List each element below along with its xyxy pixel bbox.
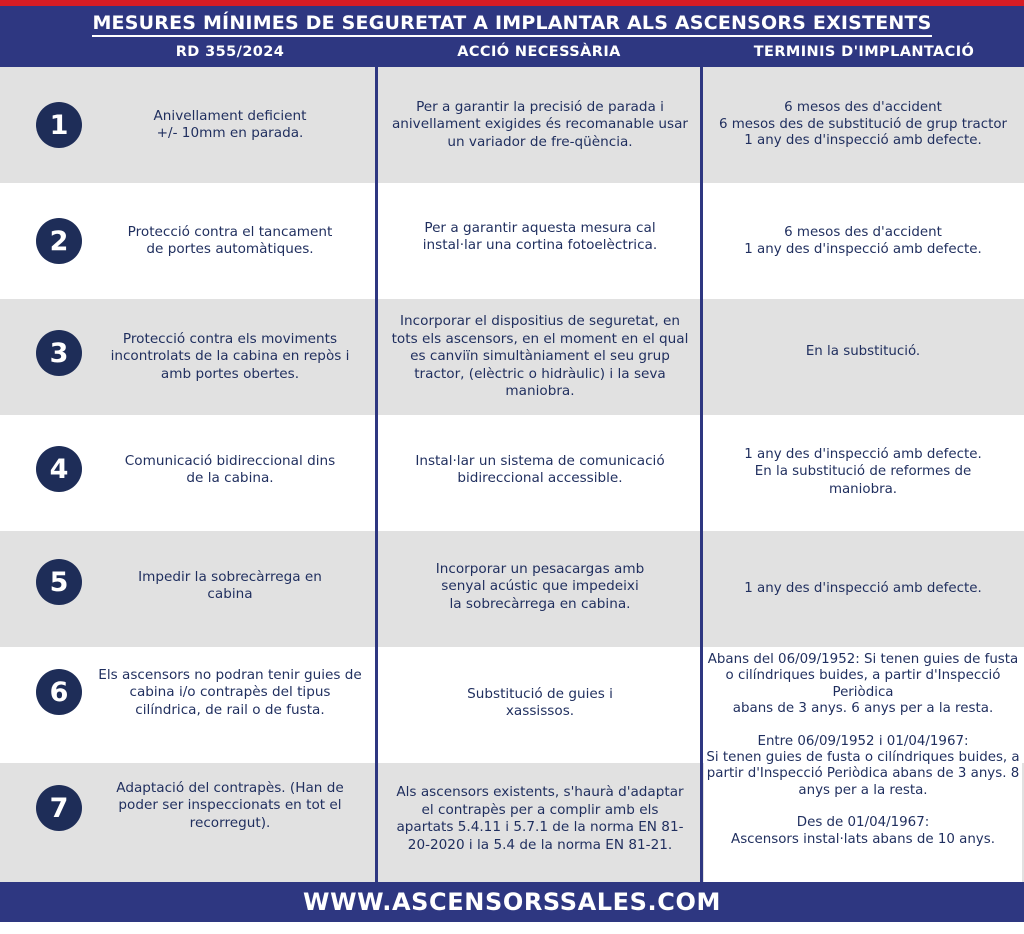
deadline-cell (704, 67, 1022, 183)
row-number-badge: 2 (36, 218, 82, 264)
row-number-badge: 5 (36, 559, 82, 605)
action-text: Per a garantir aquesta mesura cal instal·lar una cortina fotoelèctrica. (422, 219, 658, 253)
action-text: Substitució de guies i xassissos. (467, 685, 613, 719)
column-divider (700, 67, 703, 882)
deadline-cell (704, 183, 1022, 299)
table-row (0, 299, 1024, 415)
measure-cell (96, 299, 364, 415)
measure-cell (96, 183, 364, 299)
column-header-rd: RD 355/2024 (175, 44, 285, 60)
action-text: Als ascensors existents, s'haurà d'adaptar el contrapès per a complir amb els apartats 5.4.11 i 5.7.1 de la norma EN 81-20-2020 i la 5.4 de la norma EN 81-21. (396, 784, 684, 853)
deadline-cell (704, 531, 1022, 647)
action-cell (382, 183, 698, 291)
bottom-margin (0, 922, 1024, 934)
action-cell (382, 67, 698, 183)
header-band (0, 6, 1024, 67)
action-cell (382, 763, 698, 875)
action-cell (382, 531, 698, 643)
deadline-cell (704, 415, 1022, 529)
deadline-text: 6 mesos des d'accident 1 any des d'inspecció amb defecte. (744, 224, 982, 257)
deadline-text: 1 any des d'inspecció amb defecte. (744, 581, 982, 597)
table-row (0, 67, 1024, 183)
action-cell (382, 299, 698, 415)
row-number-badge: 7 (36, 785, 82, 831)
deadline-text: 1 any des d'inspecció amb defecte. En la substitució de reformes de maniobra. (744, 446, 982, 497)
column-divider (375, 67, 378, 882)
deadline-paragraph: Entre 06/09/1952 i 01/04/1967: Si tenen guies de fusta o cilíndriques buides, a partir d'Inspecció Periòdica abans de 3 anys. 8 anys per a la resta. (706, 733, 1020, 798)
measure-text: Protecció contra els moviments incontrolats de la cabina en repòs i amb portes obertes. (110, 330, 350, 382)
measure-cell (96, 531, 364, 641)
action-cell (382, 415, 698, 525)
deadline-cell-combined (704, 648, 1022, 882)
deadline-text: 6 mesos des d'accident 6 mesos des de substitució de grup tractor 1 any des d'inspecció amb defecte. (718, 100, 1008, 149)
action-text: Incorporar el dispositius de seguretat, en tots els ascensors, en el moment en el qual es canviïn simultàniament el seu grup tractor, (elèctric o hidràulic) i la seva maniobra. (391, 313, 689, 400)
measure-text: Anivellament deficient +/- 10mm en parada. (153, 107, 307, 141)
deadline-cell (704, 299, 1022, 405)
page-title: MESURES MÍNIMES DE SEGURETAT A IMPLANTAR ALS ASCENSORS EXISTENTS (0, 12, 1024, 34)
measure-text: Els ascensors no podran tenir guies de cabina i/o contrapès del tipus cilíndrica, de rail o de fusta. (98, 666, 362, 718)
action-text: Per a garantir la precisió de parada i anivellament exigides és recomanable usar un variador de fre-qüència. (391, 98, 689, 150)
deadline-paragraph: Des de 01/04/1967: Ascensors instal·lats abans de 10 anys. (731, 815, 995, 847)
action-text: Incorporar un pesacargas amb senyal acústic que impedeixi la sobrecàrrega en cabina. (435, 560, 645, 612)
row-number-badge: 6 (36, 669, 82, 715)
table-row (0, 531, 1024, 647)
deadline-text: En la substitució. (805, 344, 921, 360)
row-number-badge: 1 (36, 102, 82, 148)
measure-cell (96, 67, 364, 183)
action-text: Instal·lar un sistema de comunicació bidireccional accessible. (415, 452, 665, 486)
row-number-badge: 3 (36, 330, 82, 376)
column-header-deadline: TERMINIS D'IMPLANTACIÓ (753, 44, 975, 60)
deadline-paragraph: Abans del 06/09/1952: Si tenen guies de fusta o cilíndriques buides, a partir d'Inspecció Periòdica abans de 3 anys. 6 anys per a la resta. (707, 652, 1019, 717)
table-row (0, 415, 1024, 531)
table-row (0, 183, 1024, 299)
measure-text: Impedir la sobrecàrrega en cabina (138, 568, 322, 602)
footer-website: WWW.ASCENSORSSALES.COM (0, 882, 1024, 922)
measure-text: Adaptació del contrapès. (Han de poder ser inspeccionats en tot el recorregut). (116, 779, 344, 831)
measure-cell (96, 415, 364, 525)
measure-cell (96, 647, 364, 739)
column-header-action: ACCIÓ NECESSÀRIA (457, 44, 621, 60)
measure-text: Comunicació bidireccional dins de la cabina. (124, 452, 336, 486)
measure-text: Protecció contra el tancament de portes automàtiques. (127, 223, 333, 257)
row-number-badge: 4 (36, 446, 82, 492)
action-cell (382, 647, 698, 759)
measure-cell (96, 763, 364, 849)
